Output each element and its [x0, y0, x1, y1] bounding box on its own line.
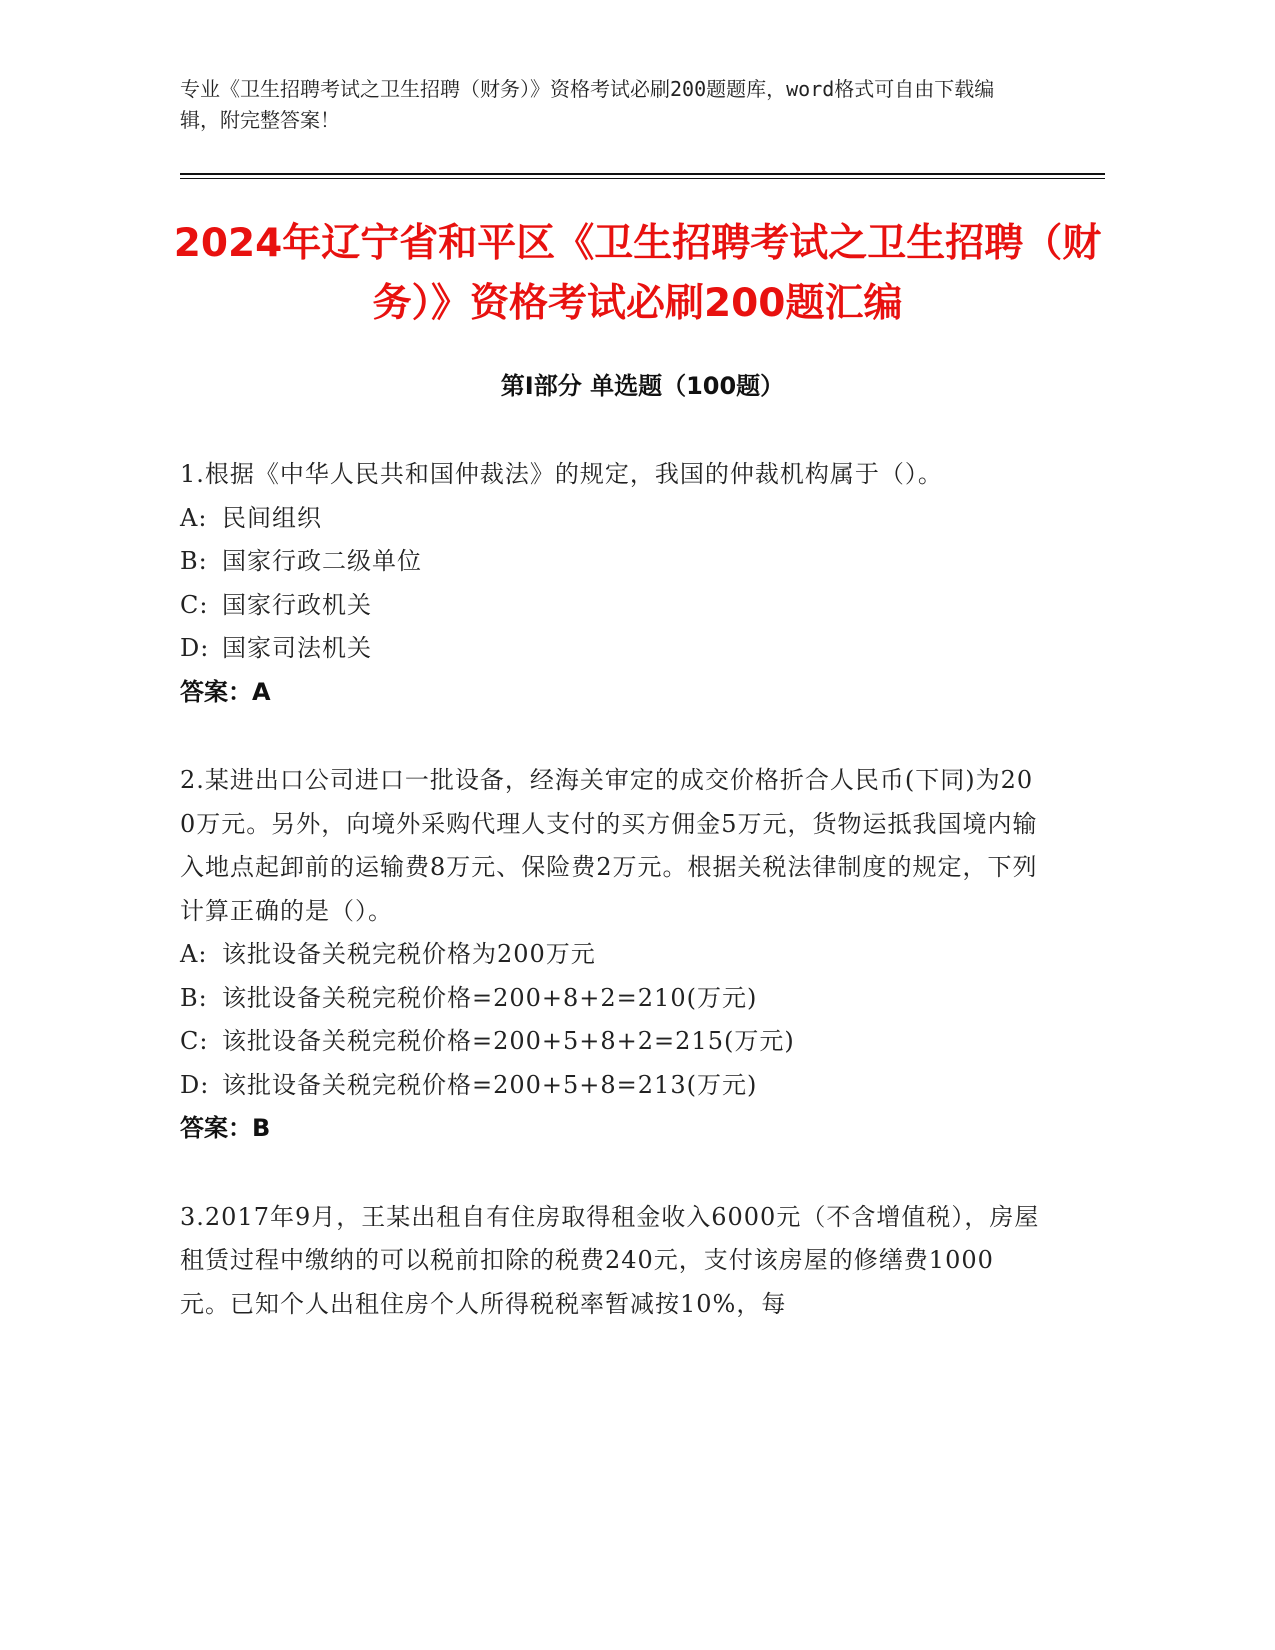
answer: 答案：A — [180, 677, 271, 706]
option-letter: C: — [180, 1027, 209, 1055]
question-2 — [180, 759, 1040, 1151]
question-stem: 2.某进出口公司进口一批设备，经海关审定的成交价格折合人民币(下同)为200万元。另外，向境外采购代理人支付的买方佣金5万元，货物运抵我国境内输入地点起卸前的运输费8万元、保险费2万元。根据关税法律制度的规定，下列计算正确的是（）。 — [180, 766, 1038, 925]
header-divider — [180, 173, 1105, 175]
section-heading: 第Ⅰ部分 单选题（100题） — [500, 372, 785, 400]
question-stem: 3.2017年9月，王某出租自有住房取得租金收入6000元（不含增值税），房屋租赁过程中缴纳的可以税前扣除的税费240元，支付该房屋的修缮费1000元。已知个人出租住房个人所得税税率暂减按10%，每 — [180, 1202, 1040, 1318]
header-note: 专业《卫生招聘考试之卫生招聘（财务）》资格考试必刷200题题库，word格式可自由下载编辑，附完整答案！ — [180, 77, 995, 132]
question-1 — [180, 453, 1040, 714]
option-text: 国家行政机关 — [222, 590, 372, 619]
question-stem: 1.根据《中华人民共和国仲裁法》的规定，我国的仲裁机构属于（）。 — [180, 460, 943, 488]
option-letter: D: — [180, 634, 210, 662]
option-letter: B: — [180, 547, 208, 575]
option-text: 该批设备关税完税价格=200+5+8=213(万元) — [222, 1070, 758, 1099]
option-letter: C: — [180, 590, 209, 619]
option-text: 国家司法机关 — [222, 634, 372, 662]
option-letter: A: — [180, 940, 208, 968]
question-list — [180, 453, 1040, 1371]
option-text: 该批设备关税完税价格=200+8+2=210(万元) — [222, 983, 758, 1012]
option-letter: A: — [180, 503, 208, 532]
option-b — [180, 540, 1040, 584]
option-c — [180, 1020, 1040, 1064]
option-b — [180, 977, 1040, 1021]
option-text: 该批设备关税完税价格=200+5+8+2=215(万元) — [222, 1027, 795, 1055]
option-letter: D: — [180, 1070, 210, 1099]
page-title: 2024年辽宁省和平区《卫生招聘考试之卫生招聘（财务）》资格考试必刷200题汇编 — [173, 221, 1102, 326]
option-letter: B: — [180, 983, 208, 1012]
option-d — [180, 1064, 1040, 1108]
answer: 答案：B — [180, 1114, 271, 1142]
option-a — [180, 497, 1040, 541]
option-text: 国家行政二级单位 — [222, 547, 422, 575]
option-c — [180, 584, 1040, 628]
option-a — [180, 933, 1040, 977]
option-d — [180, 627, 1040, 671]
question-3 — [180, 1196, 1040, 1327]
option-text: 民间组织 — [222, 503, 322, 532]
option-text: 该批设备关税完税价格为200万元 — [222, 940, 596, 968]
header-divider-thin — [180, 178, 1105, 179]
